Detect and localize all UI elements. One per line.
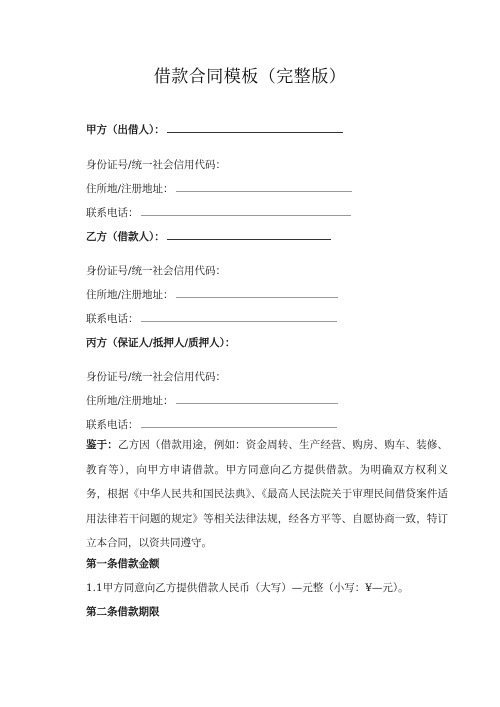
party-b-address-row	[86, 287, 338, 302]
party-c-id-row	[86, 369, 226, 384]
party-c-phone-blank	[141, 417, 337, 428]
party-a-address-row	[86, 181, 352, 196]
party-c-address-row	[86, 393, 338, 408]
article-2-heading: 第二条借款期限	[86, 606, 160, 618]
preamble-paragraph	[86, 433, 448, 556]
party-a-id-label: 身份证号/统一社会信用代码：	[86, 159, 227, 171]
party-c-phone-row	[86, 417, 337, 432]
party-a-address-blank	[176, 181, 352, 192]
party-a-phone-row	[86, 205, 351, 220]
party-b-name-blank	[167, 229, 331, 240]
party-a-phone-blank	[141, 205, 351, 216]
party-b-id-row	[86, 263, 226, 278]
party-c-heading: 丙方（保证人/抵押人/质押人）：	[86, 337, 236, 349]
article-1-heading: 第一条借款金额	[86, 558, 160, 570]
party-b-id-label: 身份证号/统一社会信用代码：	[86, 265, 227, 277]
party-a-heading-row	[86, 122, 343, 137]
party-a-heading: 甲方（出借人）：	[86, 124, 165, 136]
party-c-id-label: 身份证号/统一社会信用代码：	[86, 371, 227, 383]
preamble-text: 乙方因（借款用途，例如：资金周转、生产经营、购房、购车、装修、教育等），向甲方申请借款。甲方同意向乙方提供借款。为明确双方权利义务，根据《中华人民共和国民法典》、《最高人民法院关于审理民间借贷案件适用法律若干问题的规定》等相关法律法规，经各方平等、自愿协商一致，特订立本合同，以资共同遵守。	[86, 439, 449, 549]
party-c-heading-row	[86, 335, 235, 350]
party-a-name-blank	[167, 122, 343, 133]
party-b-phone-row	[86, 311, 337, 326]
party-b-address-label: 住所地/注册地址：	[86, 289, 174, 301]
party-a-id-row	[86, 157, 226, 172]
party-c-address-label: 住所地/注册地址：	[86, 395, 174, 407]
party-a-address-label: 住所地/注册地址：	[86, 183, 174, 195]
party-b-phone-label: 联系电话：	[86, 313, 139, 325]
party-a-phone-label: 联系电话：	[86, 207, 139, 219]
party-b-phone-blank	[141, 311, 337, 322]
preamble-lead: 鉴于：	[86, 439, 118, 451]
document-title: 借款合同模板（完整版）	[153, 67, 347, 87]
party-c-phone-label: 联系电话：	[86, 419, 139, 431]
party-b-address-blank	[176, 287, 338, 298]
party-b-heading-row	[86, 229, 331, 244]
party-c-address-blank	[176, 393, 338, 404]
article-1-clause: 1.1甲方同意向乙方提供借款人民币（大写）—元整（小写：¥—元）。	[86, 582, 409, 594]
party-b-heading: 乙方（借款人）：	[86, 231, 165, 243]
